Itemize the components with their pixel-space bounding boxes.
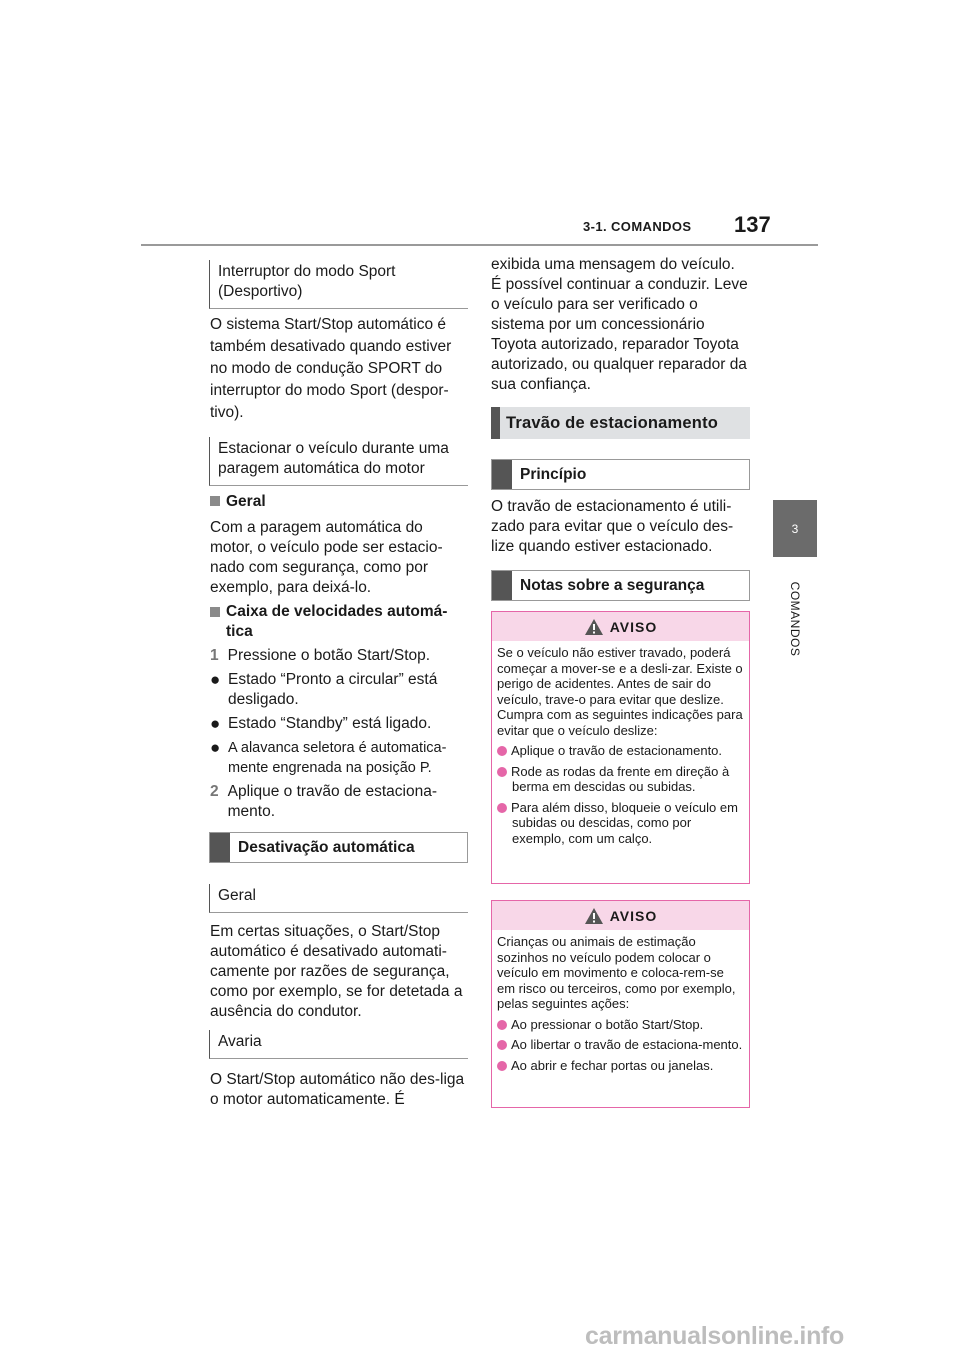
warning-text: Crianças ou animais de estimação sozinhos no veículo podem colocar o veículo em movimento e coloca-rem-se em risco ou terceiros, como por exemplo, pelas seguintes ações: — [497, 934, 736, 1011]
step-number: 1 — [210, 647, 219, 664]
bullet-icon — [497, 746, 507, 756]
step-1 — [210, 646, 468, 666]
heading-block — [210, 833, 230, 862]
bullet-icon: ● — [210, 714, 221, 733]
step-2 — [210, 782, 460, 822]
warning-item-text: Para além disso, bloqueie o veículo em subidas ou descidas, como por exemplo, com um calço. — [511, 799, 738, 846]
list-item-text: Estado “Pronto a circular” está desligado. — [228, 671, 438, 708]
warning-triangle-icon — [584, 618, 604, 636]
warning-header — [492, 901, 749, 930]
geral-paragraph: Com a paragem automática do motor, o veículo pode ser estacio-nado com segurança, como por exemplo, para deixá-lo. — [210, 519, 443, 596]
sport-heading: Interruptor do modo Sport (Desportivo) — [209, 260, 468, 309]
principio-paragraph: O travão de estacionamento é utili-zado para evitar que o veículo des-lize quando estiver estacionado. — [491, 498, 734, 555]
deactivation-heading — [209, 832, 468, 863]
warning-text: Se o veículo não estiver travado, poderá começar a mover-se e a desli-zar. Existe o perigo de acidentes. Antes de sair do veículo, trave-o para evitar que deslize. Cumpra com as seguintes indicações para evitar que o veículo deslize: — [497, 645, 743, 738]
chapter-number: 3 — [791, 521, 799, 536]
watermark: carmanualsonline.info — [585, 1322, 845, 1350]
square-bullet-icon — [210, 607, 220, 617]
bullet-list — [210, 670, 468, 778]
geral-title-text: Geral — [226, 493, 266, 510]
heading-text: Princípio — [520, 465, 587, 483]
warning-triangle-icon — [584, 907, 604, 925]
page-number: 137 — [734, 212, 771, 237]
header-divider — [141, 244, 818, 246]
gearbox-title — [210, 602, 468, 642]
step-text: Aplique o travão de estaciona-mento. — [227, 783, 438, 820]
sport-paragraph: O sistema Start/Stop automático é também desativado quando estiver no modo de condução SPORT do interruptor do modo Sport (despor-tivo). — [210, 316, 452, 421]
heading-text: Notas sobre a segurança — [520, 576, 705, 594]
warning-box — [491, 611, 750, 884]
list-item-text: Estado “Standby” está ligado. — [228, 715, 432, 732]
warning-item — [497, 1037, 743, 1053]
chapter-label: COMANDOS — [788, 581, 802, 657]
park-heading: Estacionar o veículo durante uma paragem automática do motor — [209, 437, 468, 486]
chapter-tab — [773, 500, 817, 557]
principio-heading — [491, 459, 750, 490]
warning-header — [492, 612, 749, 641]
travao-heading — [491, 407, 750, 439]
bullet-icon — [497, 803, 507, 813]
continued-paragraph: exibida uma mensagem do veículo. É possível continuar a conduzir. Leve o veículo para ser verificado o sistema por um concessionário Toyota autorizado, reparador Toyota autorizado, ou qualquer reparador da sua confiança. — [491, 256, 748, 393]
geral-title — [210, 492, 266, 512]
warning-label: AVISO — [609, 907, 658, 924]
heading-block — [492, 460, 512, 489]
geral-subheading: Geral — [209, 884, 468, 913]
list-item — [210, 670, 468, 710]
list-item — [210, 738, 468, 778]
bullet-icon: ● — [210, 670, 221, 689]
warning-label: AVISO — [609, 618, 658, 635]
bullet-icon — [497, 1020, 507, 1030]
warning-item-text: Rode as rodas da frente em direção à berma em descidas ou subidas. — [511, 763, 730, 794]
warning-box — [491, 900, 750, 1108]
bullet-icon — [497, 767, 507, 777]
warning-item — [497, 800, 743, 847]
warning-item-text: Ao abrir e fechar portas ou janelas. — [511, 1057, 714, 1073]
list-item — [210, 714, 468, 734]
warning-item — [497, 764, 743, 795]
heading-text: Desativação automática — [238, 838, 415, 856]
avaria-paragraph: O Start/Stop automático não des-liga o motor automaticamente. É — [210, 1071, 465, 1108]
step-text: Pressione o botão Start/Stop. — [227, 647, 431, 664]
warning-item-text: Ao libertar o travão de estaciona-mento. — [511, 1037, 743, 1052]
heading-block — [492, 571, 512, 600]
heading-block — [491, 407, 500, 439]
square-bullet-icon — [210, 496, 220, 506]
heading-text: Travão de estacionamento — [506, 413, 719, 432]
list-item-text: A alavanca seletora é automatica-mente engrenada na posição P. — [228, 740, 447, 776]
gearbox-title-text: Caixa de velocidades automá-tica — [226, 603, 448, 640]
warning-item — [497, 1017, 743, 1033]
warning-item-text: Aplique o travão de estacionamento. — [511, 743, 723, 758]
bullet-icon — [497, 1061, 507, 1071]
warning-item — [497, 743, 743, 759]
deactivation-paragraph: Em certas situações, o Start/Stop automático é desativado automati-camente por razões de segurança, como por exemplo, se for detetada a ausência do condutor. — [210, 923, 463, 1020]
section-title: 3-1. COMANDOS — [583, 219, 692, 234]
seguranca-heading — [491, 570, 750, 601]
avaria-heading: Avaria — [209, 1030, 468, 1059]
bullet-icon — [497, 1040, 507, 1050]
warning-item — [497, 1058, 743, 1074]
warning-item-text: Ao pressionar o botão Start/Stop. — [511, 1016, 704, 1032]
step-number: 2 — [210, 783, 219, 800]
bullet-icon: ● — [210, 738, 221, 757]
